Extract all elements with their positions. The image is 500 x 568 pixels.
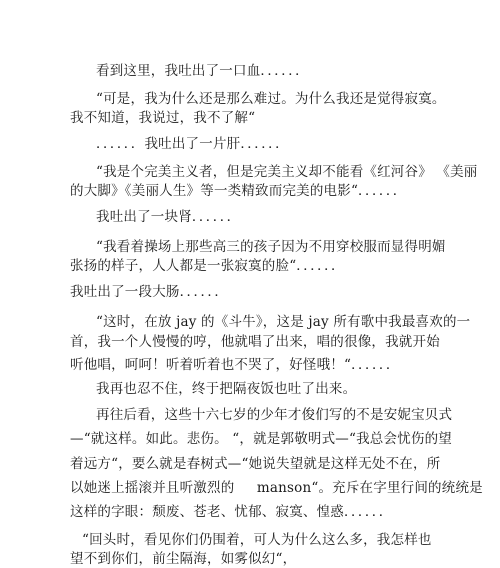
text-line-1: 看到这里，我吐出了一口血．．．．．． [96,63,309,79]
text-line-21: 望不到你们，前尘隔海，如雾似幻“， [70,551,297,567]
text-line-7: 我吐出了一块肾．．．．．． [96,209,241,225]
text-line-6: 的大脚》《美丽人生》等一类精致而完美的电影“．．．．．． [70,183,407,199]
text-line-9: 张扬的样子，人人都是一张寂寞的脸“．．．．．． [70,258,345,274]
text-line-3: 我不知道，我说过，我不了解“ [70,110,256,126]
text-line-11: “这时，在放 jay 的《斗牛》，这是 jay 所有歌中我最喜欢的一 [96,314,471,330]
text-line-8: “我看着操场上那些高三的孩子因为不用穿校服而显得明媚 [96,239,446,255]
text-line-10: 我吐出了一段大肠．．．．．． [70,284,229,300]
text-line-14: 我再也忍不住，终于把隔夜饭也吐了出来。 [96,381,357,397]
text-line-17: 着远方“，要么就是春树式—“她说失望就是这样无处不在，所 [70,456,441,472]
text-line-18: 以她迷上摇滚并且听激烈的 manson“。充斥在字里行间的统统是 [70,480,483,496]
text-line-12: 首，我一个人慢慢的哼，他就唱了出来，唱的很像，我就开始 [70,334,440,350]
text-line-2: “可是，我为什么还是那么难过。为什么我还是觉得寂寞。 [96,91,446,107]
text-line-4: ．．．．．．我吐出了一片肝．．．．．． [96,136,289,152]
text-line-13: 听他唱，呵呵！听着听着也不哭了，好怪哦！“．．．．．． [70,357,400,373]
text-line-20: “回头时，看见你们仍围着，可人为什么这么多，我怎样也 [82,532,432,548]
text-line-5: “我是个完美主义者，但是完美主义却不能看《红河谷》 《美丽 [96,164,478,180]
text-line-16: —“就这样。如此。悲伤。 “，就是郭敬明式—“我总会忧伤的望 [70,431,452,447]
text-line-15: 再往后看，这些十六七岁的少年才俊们写的不是安妮宝贝式 [96,407,453,423]
text-line-19: 这样的字眼：颓废、苍老、忧郁、寂寞、惶惑．．．．．． [70,504,393,520]
